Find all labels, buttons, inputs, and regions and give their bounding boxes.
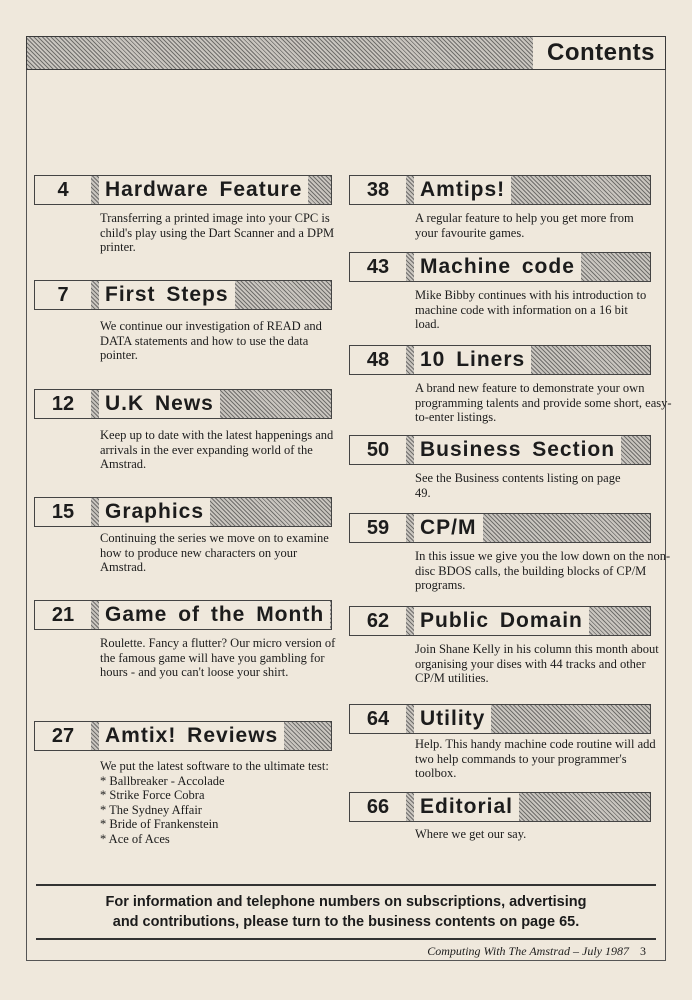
contents-header-bar bbox=[26, 36, 666, 70]
page-number: 21 bbox=[35, 601, 91, 629]
page-number: 7 bbox=[35, 281, 91, 309]
entry-uk-news[interactable] bbox=[34, 389, 332, 472]
entry-title: Amtips! bbox=[414, 176, 511, 204]
entry-title: Hardware Feature bbox=[99, 176, 308, 204]
page-title: Contents bbox=[533, 37, 665, 69]
entry-description: We continue our investigation of READ and DATA statements and how to use the data pointer. bbox=[100, 319, 322, 362]
entry-description: Transferring a printed image into your CPC is child's play using the Dart Scanner and a DPM printer. bbox=[100, 211, 335, 254]
entry-title: Business Section bbox=[414, 436, 621, 464]
page-number: 62 bbox=[350, 607, 406, 635]
magazine-credit: Computing With The Amstrad – July 1987 bbox=[427, 944, 629, 958]
entry-description: In this issue we give you the low down on the non-disc BDOS calls, the building blocks of CP/M programs. bbox=[415, 549, 671, 592]
entry-title: U.K News bbox=[99, 390, 220, 418]
entry-description: Continuing the series we move on to examine how to produce new characters on your Amstrad. bbox=[100, 531, 329, 574]
entry-bar bbox=[349, 435, 651, 465]
page-number: 66 bbox=[350, 793, 406, 821]
list-item: * Ace of Aces bbox=[100, 831, 170, 846]
entry-amtix-reviews[interactable] bbox=[34, 721, 332, 846]
entry-editorial[interactable] bbox=[349, 792, 651, 842]
entry-bar bbox=[349, 252, 651, 282]
entry-business-section[interactable] bbox=[349, 435, 651, 500]
list-item: * The Sydney Affair bbox=[100, 802, 202, 817]
page-number: 12 bbox=[35, 390, 91, 418]
subscription-info-box bbox=[36, 884, 656, 940]
page-number: 50 bbox=[350, 436, 406, 464]
entry-cpm[interactable] bbox=[349, 513, 671, 593]
entry-title: 10 Liners bbox=[414, 346, 531, 374]
list-item: * Bride of Frankenstein bbox=[100, 817, 219, 831]
page-number: 38 bbox=[350, 176, 406, 204]
entry-title: Game of the Month bbox=[99, 601, 330, 629]
entry-bar bbox=[349, 792, 651, 822]
entry-title: Utility bbox=[414, 705, 491, 733]
entry-graphics[interactable] bbox=[34, 497, 332, 575]
folio-page-number: 3 bbox=[640, 944, 646, 958]
entry-first-steps[interactable] bbox=[34, 280, 332, 363]
entry-description: Where we get our say. bbox=[415, 827, 527, 841]
entry-title: Editorial bbox=[414, 793, 519, 821]
footer-line-1: For information and telephone numbers on subscriptions, advertising bbox=[105, 894, 587, 910]
review-list bbox=[100, 774, 332, 847]
frame-right-line bbox=[665, 70, 666, 960]
entry-bar bbox=[34, 600, 332, 630]
entry-title: Machine code bbox=[414, 253, 581, 281]
entry-description: We put the latest software to the ultimate test: bbox=[100, 759, 329, 773]
entry-bar bbox=[349, 175, 651, 205]
entry-title: CP/M bbox=[414, 514, 483, 542]
page-number: 4 bbox=[35, 176, 91, 204]
entry-description: A regular feature to help you get more from your favourite games. bbox=[415, 211, 634, 240]
page-number: 48 bbox=[350, 346, 406, 374]
entry-description: Keep up to date with the latest happenings and arrivals in the ever expanding world of the Amstrad. bbox=[100, 428, 334, 471]
entry-title: First Steps bbox=[99, 281, 235, 309]
entry-title: Graphics bbox=[99, 498, 210, 526]
entry-game-of-the-month[interactable] bbox=[34, 600, 336, 680]
entry-title: Public Domain bbox=[414, 607, 589, 635]
entry-bar bbox=[34, 175, 332, 205]
entry-bar bbox=[349, 345, 651, 375]
entry-description: Help. This handy machine code routine will add two help commands to your programmer's toolbox. bbox=[415, 737, 656, 780]
frame-left-line bbox=[26, 70, 27, 960]
entry-bar bbox=[349, 704, 651, 734]
entry-bar bbox=[349, 513, 651, 543]
page-credit bbox=[427, 944, 646, 959]
page-number: 59 bbox=[350, 514, 406, 542]
page-number: 43 bbox=[350, 253, 406, 281]
entry-description: A brand new feature to demonstrate your own programming talents and provide some short, easy-to-enter listings. bbox=[415, 381, 672, 424]
entry-title: Amtix! Reviews bbox=[99, 722, 284, 750]
entry-bar bbox=[34, 497, 332, 527]
frame-bottom-line bbox=[26, 960, 666, 961]
entry-description: Roulette. Fancy a flutter? Our micro version of the famous game will have you gambling for hours - and you can't loose your shirt. bbox=[100, 636, 336, 679]
page-number: 15 bbox=[35, 498, 91, 526]
list-item: * Ballbreaker - Accolade bbox=[100, 773, 225, 788]
entry-description: Join Shane Kelly in his column this month about organising your dises with 44 tracks and other CP/M utilities. bbox=[415, 642, 659, 685]
entry-utility[interactable] bbox=[349, 704, 656, 781]
entry-bar bbox=[34, 721, 332, 751]
page-number: 64 bbox=[350, 705, 406, 733]
entry-bar bbox=[34, 280, 332, 310]
entry-description: Mike Bibby continues with his introduction to machine code with information on a 16 bit load. bbox=[415, 288, 647, 331]
entry-10-liners[interactable] bbox=[349, 345, 672, 425]
list-item: * Strike Force Cobra bbox=[100, 788, 205, 802]
entry-bar bbox=[349, 606, 651, 636]
footer-line-2: and contributions, please turn to the business contents on page 65. bbox=[112, 914, 580, 930]
entry-public-domain[interactable] bbox=[349, 606, 659, 686]
entry-machine-code[interactable] bbox=[349, 252, 651, 332]
entry-description: See the Business contents listing on page 49. bbox=[415, 471, 621, 500]
entry-amtips[interactable] bbox=[349, 175, 651, 240]
entry-hardware-feature[interactable] bbox=[34, 175, 335, 255]
page-number: 27 bbox=[35, 722, 91, 750]
entry-bar bbox=[34, 389, 332, 419]
